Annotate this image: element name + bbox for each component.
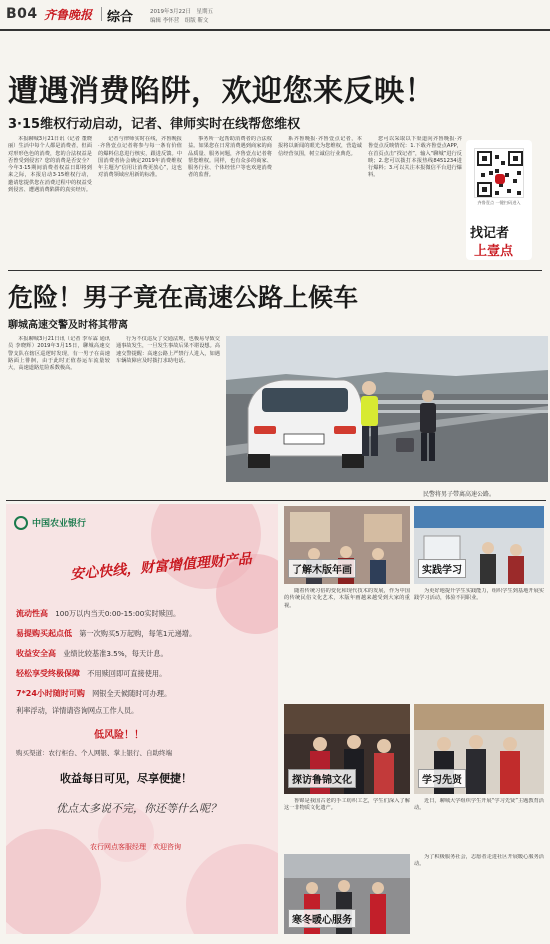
highway-scene-image: [226, 336, 548, 482]
top-rule: [0, 29, 550, 31]
masthead-divider: [101, 7, 102, 21]
photo-lujin: [284, 704, 410, 794]
photo-sages: [414, 704, 544, 794]
article2-subhead: 聊城高速交警及时将其带离: [8, 320, 128, 331]
qr-code-icon: [475, 149, 525, 199]
ad-risk-level: 低风险！！: [94, 730, 144, 741]
ad-slogan: 安心快线，财富增值理财产品: [69, 551, 253, 583]
activity-text-4: 近日，聊城大学组织学生开展“学习先贤”主题教育活动。: [414, 798, 544, 812]
ad-line-1: 流动性高 100万以内当天0:00-15:00实时赎回。: [16, 609, 181, 618]
highway-photo: [226, 336, 548, 482]
article1-headline: 遭遇消费陷阱，欢迎您来反映！: [8, 74, 435, 109]
section-divider-2: [6, 500, 546, 501]
photo-caption: 民警将男子带离高速公路。: [423, 491, 496, 498]
ad-tagline: 优点太多说不完，你还等什么呢？: [56, 802, 221, 815]
photo-practice: [414, 506, 544, 584]
ad-footer: 农行网点客服经理 欢迎咨询: [90, 843, 181, 851]
photo-title: 学习先贤: [418, 769, 466, 788]
ad-line-5: 7*24小时随时可购 网银全天候随时可办理。: [16, 689, 172, 698]
activity-text-5: 为了积极服务社会，志愿者走进社区开展暖心服务活动。: [414, 854, 544, 868]
photo-title: 实践学习: [418, 559, 466, 578]
photo-winter-service: [284, 854, 410, 934]
page-number: B04: [6, 6, 38, 22]
photo-new-year-prints: [284, 506, 410, 584]
ad-line-6: 利率浮动，详情请咨询网点工作人员。: [16, 706, 139, 715]
article2-col1: 本报聊城3月21日讯（记者 李军霖 通讯员 李晓辉）2019年3月15日，聊城高速交警支队在辖区巡逻时发现，有一男子在高速路面上徘徊，由于此时正值春运车流量较大，高速道路危险系数极高。: [8, 336, 110, 372]
article1-col3: 事务所一起帮助消费者的合法权益。如果您在日常消费遇到商家的商品质量、服务问题，齐鲁壹点记者将帮您维权。同样，也有众多的商家、服务行业、个体经营户等也欢迎消费者的监督。: [188, 136, 272, 179]
ad-yield-text: 收益每日可见，尽享便捷！: [60, 772, 192, 785]
masthead: [0, 0, 550, 30]
article1-col4: 系齐鲁晚报·齐鲁壹点记者，本报将以新闻的眼光为您维权，营造诚信经营氛围，树立诚信行业典范。: [278, 136, 362, 157]
article1-subhead: 3·15维权行动启动，记者、律师实时在线帮您维权: [8, 117, 301, 132]
photo-title: 寒冬暖心服务: [288, 909, 356, 928]
activity-text-1: 随着传统习俗的变化和现代技术的发展，作为中国的传统民俗文化艺术，木版年画越来越受到大家的重视。: [284, 588, 410, 609]
newspaper-logo: 齐鲁晚报: [44, 8, 93, 22]
editor-line: 编辑 李怀营 组版 靳文: [150, 18, 209, 24]
section-name: 综合: [107, 10, 134, 25]
article2-headline: 危险！男子竟在高速公路上候车: [8, 283, 359, 312]
qr-slogan-1: 找记者: [470, 226, 510, 241]
bank-logo-text: 中国农业银行: [32, 519, 87, 529]
activity-text-3: 鲁锦是我国古老的手工纺织工艺，学生们深入了解这一非物质文化遗产。: [284, 798, 410, 812]
ad-line-3: 收益安全高 业绩比较基准3.5%，每天计息。: [16, 649, 168, 658]
ad-line-4: 轻松享受终极保障 不用赎回即可直接使用。: [16, 669, 167, 678]
qr-slogan-2: 上壹点: [474, 244, 514, 259]
photo-title: 探访鲁锦文化: [288, 769, 356, 788]
section-divider: [8, 270, 542, 271]
activity-text-2: 为更好地提升学生实践能力，组织学生到基地开展实践学习活动，体验不同职业。: [414, 588, 544, 602]
ad-line-2: 易提购买起点低 第一次购买5万起购，每笔1元递增。: [16, 629, 197, 638]
photo-title: 了解木版年画: [288, 559, 356, 578]
qr-label: 齐鲁壹点 一键扫码进入: [477, 200, 521, 205]
police-car-shape: [248, 380, 364, 468]
date-line: 2019年3月22日 星期五: [150, 9, 213, 15]
article1-col1: 本报聊城3月21日讯（记者 董晓丽）生活中每个人都是消费者，但面对形形色色的消费，您的合法权益是否曾受到侵害？您的消费是否安全？今年3·15期间消费者权益日即将到来之际，本报启动3·15维权行动，邀请您提供您在消费过程中的权益受到侵害、遭遇消费陷阱的真实经历。: [8, 136, 92, 194]
abc-logo-icon: [14, 516, 28, 530]
qr-code[interactable]: [474, 148, 524, 198]
bank-advertisement[interactable]: [6, 504, 278, 934]
qr-promo: [466, 140, 532, 260]
article1-col5: 您可以采取以下渠道向齐鲁晚报·齐鲁壹点反映情况：1.下载齐鲁壹点APP，在首页点击“找记者”，输入“聊城”进行反映；2.您可以拨打本报热线8451234进行爆料；3.可以关注本报微信平台进行爆料。: [368, 136, 462, 179]
ad-channels: 购买渠道：农行柜台、个人网银、掌上银行、自助终端: [16, 749, 172, 757]
article2-col2: 行为不仅违反了交通法规，也极易导致交通事故发生，一旦发生事故后果不堪设想。高速交警提醒：高速公路上严禁行人进入，如遇车辆故障应及时拨打求助电话。: [116, 336, 220, 364]
article1-col2: 记者与律师实时在线，齐鲁晚报·齐鲁壹点记者将参与每一条有价值的爆料信息进行核实，跟进反馈。中国消费者协会确定2019年消费维权年主题为“信用让消费更放心”，这也对消费领域应用新的标准。: [98, 136, 182, 179]
